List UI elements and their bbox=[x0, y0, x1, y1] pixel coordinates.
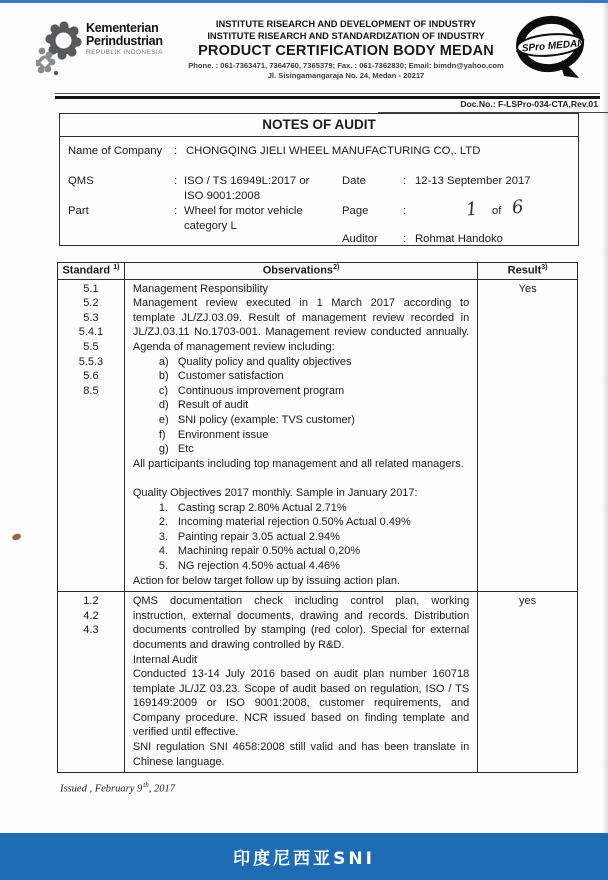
doc-number-row bbox=[0, 99, 608, 112]
auditor-value: Rohmat Handoko bbox=[415, 233, 503, 245]
document-title: NOTES OF AUDIT bbox=[60, 114, 578, 137]
observation-text: Conducted 13-14 July 2016 based on audit plan number 160718 template JL/JZ 03.23. Scope of audit based on regulation, ISO / TS 169149:2009 or ISO 9001:2008, customer requirements, and Company procedure. NCR issued based on finding template and verified until effective. bbox=[132, 668, 470, 739]
observation-list-item bbox=[133, 369, 469, 384]
observation-spacer bbox=[133, 471, 469, 486]
list-marker: 5. bbox=[158, 559, 169, 572]
observation-list-item bbox=[133, 442, 469, 457]
qms-colon: : bbox=[174, 175, 178, 187]
result-value: yes bbox=[519, 595, 537, 608]
auditor-label: Auditor bbox=[342, 233, 378, 245]
table-row bbox=[57, 592, 578, 773]
page-colon: : bbox=[403, 205, 407, 217]
audit-table-header bbox=[57, 262, 578, 280]
observation-text: Quality Objectives 2017 monthly. Sample in January 2017: bbox=[132, 486, 418, 499]
list-item-text: Environment issue bbox=[177, 428, 269, 441]
qms-value-line2: ISO 9001:2008 bbox=[184, 190, 261, 202]
letterhead-center bbox=[188, 12, 504, 80]
observation-list-item bbox=[133, 515, 469, 530]
standard-clause: 5.1 bbox=[83, 282, 99, 295]
top-border-line bbox=[0, 0, 608, 3]
lspro-medan-logo-icon bbox=[506, 14, 594, 82]
list-marker: g) bbox=[158, 443, 169, 456]
result-cell bbox=[478, 592, 577, 772]
observation-text: Management review executed in 1 March 2017 according to template JL/ZJ.03.09. Result of management review recorded in JL/ZJ.03.11 No.1703-001. Management review conducted annually. Agenda of management review including: bbox=[132, 297, 470, 354]
observation-text: Internal Audit bbox=[132, 653, 198, 666]
observation-list-item bbox=[133, 413, 469, 428]
scan-artifact-speck bbox=[11, 533, 21, 541]
list-marker: b) bbox=[158, 370, 169, 383]
auditor-colon: : bbox=[403, 233, 407, 245]
ministry-name-block bbox=[86, 18, 163, 56]
doc-number: Doc.No.: F-LSPro-034-CTA,Rev.01 bbox=[460, 99, 598, 109]
observation-list-item bbox=[133, 428, 469, 443]
part-value-line1: Wheel for motor vehicle bbox=[184, 205, 303, 217]
standard-clause-list bbox=[58, 592, 125, 772]
page-total-handwritten: 6 bbox=[510, 196, 525, 219]
audit-table-body bbox=[57, 280, 578, 774]
issued-date-note bbox=[60, 781, 175, 795]
company-colon: : bbox=[174, 145, 178, 157]
observation-list-item bbox=[133, 544, 469, 559]
list-marker: f) bbox=[158, 428, 166, 441]
observations-column-header: Observations$^{2)}$ bbox=[125, 263, 478, 279]
standard-clause: 5.5.3 bbox=[78, 355, 104, 368]
list-marker: 4. bbox=[158, 545, 169, 558]
address-line: Jl. Sisingamangaraja No. 24, Medan - 20217 bbox=[267, 70, 425, 80]
bottom-banner bbox=[0, 833, 608, 880]
audit-info-fields bbox=[60, 137, 578, 245]
standard-clause: 4.2 bbox=[83, 609, 99, 622]
list-item-text: Machining repair 0.50% actual 0,20% bbox=[177, 545, 361, 558]
company-label: Name of Company bbox=[68, 145, 163, 157]
list-marker: d) bbox=[158, 399, 169, 412]
standard-clause: 8.5 bbox=[83, 384, 99, 397]
list-marker: 3. bbox=[158, 530, 169, 543]
audit-table bbox=[57, 262, 578, 773]
observation-text: Management Responsibility bbox=[132, 282, 269, 295]
standard-clause: 4.3 bbox=[83, 624, 99, 637]
issued-text: Issued , February 9 bbox=[60, 783, 143, 795]
list-marker: e) bbox=[158, 414, 169, 426]
page-of-label: of bbox=[492, 205, 502, 217]
observation-text: QMS documentation check including control plan, working instruction, external documents, drawing and records. Distribution documents controlled by stamping (red color). Special for external documents and drawing controlled by R&D. bbox=[132, 595, 470, 651]
observation-cell bbox=[125, 280, 478, 591]
banner-caption: 印度尼西亚SNI bbox=[233, 849, 375, 869]
ministry-logo-block bbox=[36, 12, 188, 78]
standard-clause: 5.3 bbox=[83, 311, 99, 324]
observation-text: Action for below target follow up by issuing action plan. bbox=[132, 574, 401, 587]
qms-label: QMS bbox=[68, 175, 94, 187]
scan-edge-shadow bbox=[602, 0, 608, 833]
divider-thin-line bbox=[55, 93, 600, 94]
list-item-text: Quality policy and quality objectives bbox=[177, 355, 352, 368]
observation-list-item bbox=[133, 559, 469, 574]
org-name-line1: INSTITUTE RISEARCH AND DEVELOPMENT OF INDUSTRY bbox=[215, 19, 477, 29]
issued-ordinal: th bbox=[143, 781, 149, 789]
list-item-text: Customer satisfaction bbox=[177, 370, 284, 383]
notes-of-audit-box bbox=[59, 113, 579, 246]
standard-clause: 5.2 bbox=[83, 297, 99, 310]
date-colon: : bbox=[403, 175, 407, 187]
standard-clause-list bbox=[58, 280, 125, 591]
observation-cell bbox=[125, 592, 478, 772]
list-item-text: Continuous improvement program bbox=[177, 384, 345, 397]
part-value-line2: category L bbox=[184, 220, 237, 232]
result-footnote-ref: 3) bbox=[541, 264, 548, 271]
list-item-text: NG rejection 4.50% actual 4.46% bbox=[177, 559, 340, 572]
observation-text: All participants including top management and all related managers. bbox=[132, 457, 464, 470]
date-value: 12-13 September 2017 bbox=[415, 175, 531, 187]
observation-list-item bbox=[133, 355, 469, 370]
letterhead bbox=[36, 12, 596, 94]
standard-clause: 1.2 bbox=[83, 595, 99, 608]
standard-footnote-ref: 1) bbox=[113, 264, 120, 271]
observation-text: SNI regulation SNI 4658:2008 still valid and has been translate in Chinese language. bbox=[132, 741, 470, 768]
contact-line: Phone. : 061-7363471, 7364760, 7365379; Fax. : 061-7362830; Email: bimdn@yahoo.com bbox=[188, 61, 504, 70]
observations-footnote-ref: 2) bbox=[333, 264, 340, 271]
list-item-text: Incoming material rejection 0.50% Actual 0.49% bbox=[177, 516, 411, 529]
result-column-header: Result$^{3)}$ bbox=[507, 264, 548, 277]
company-value: CHONGQING JIELI WHEEL MANUFACTURING CO,. LTD bbox=[186, 145, 481, 157]
list-item-text: Painting repair 3.05 actual 2.94% bbox=[177, 530, 340, 543]
list-item-text: Casting scrap 2.80% Actual 2.71% bbox=[177, 501, 347, 514]
observation-list-item bbox=[133, 384, 469, 399]
date-label: Date bbox=[342, 175, 366, 187]
part-colon: : bbox=[174, 205, 178, 217]
list-item-text: Result of audit bbox=[177, 399, 249, 412]
standard-clause: 5.4.1 bbox=[78, 326, 104, 339]
qms-value-line1: ISO / TS 16949L:2017 or bbox=[184, 175, 310, 187]
result-value: Yes bbox=[518, 282, 537, 295]
list-marker: a) bbox=[158, 355, 169, 368]
ministry-name-line2: Perindustrian bbox=[86, 34, 163, 48]
lspro-logo-block bbox=[504, 12, 596, 82]
page-label: Page bbox=[342, 205, 369, 217]
list-item-text: SNI policy (example: TVS customer) bbox=[177, 414, 355, 426]
org-name-line3: PRODUCT CERTIFICATION BODY MEDAN bbox=[198, 43, 494, 59]
list-marker: 1. bbox=[158, 501, 169, 514]
org-name-line2: INSTITUTE RISEARCH AND STANDARDIZATION OF INDUSTRY bbox=[207, 31, 485, 41]
result-cell bbox=[478, 280, 577, 591]
list-marker: 2. bbox=[158, 516, 169, 529]
ministry-gear-logo-icon bbox=[36, 18, 82, 78]
issued-year: , 2017 bbox=[148, 783, 175, 795]
page-current-handwritten: 1 bbox=[464, 198, 479, 221]
observation-list-item bbox=[133, 501, 469, 516]
ministry-subtitle: REPUBLIK INDONESIA bbox=[86, 49, 163, 56]
observation-list-item bbox=[133, 398, 469, 413]
standard-column-header: Standard $^{1)}$ bbox=[58, 263, 125, 279]
list-marker: c) bbox=[158, 384, 169, 397]
list-item-text: Etc bbox=[177, 443, 194, 456]
part-label: Part bbox=[68, 205, 89, 217]
observation-list-item bbox=[133, 530, 469, 545]
standard-clause: 5.6 bbox=[83, 370, 99, 383]
standard-clause: 5.5 bbox=[83, 341, 99, 354]
lspro-logo-text: LSPro MEDAN bbox=[515, 38, 585, 55]
ministry-name-line1: Kementerian bbox=[86, 21, 159, 35]
table-row bbox=[57, 280, 578, 592]
